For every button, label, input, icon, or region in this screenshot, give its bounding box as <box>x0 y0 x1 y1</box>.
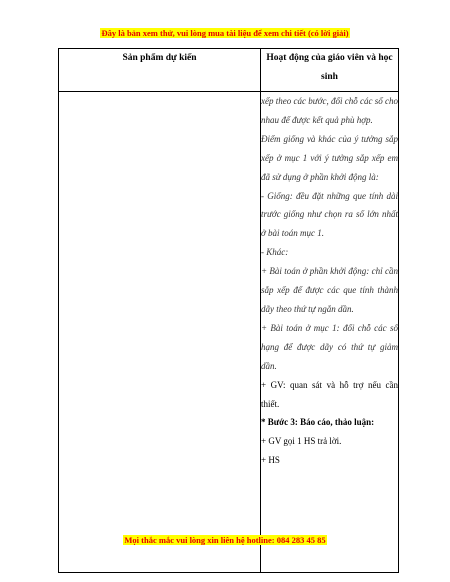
activity-paragraph: + HS <box>261 455 280 466</box>
table-header-row <box>59 49 399 92</box>
hotline-text: Mọi thắc mắc vui lòng xin liên hệ hotline: 084 283 45 85 <box>124 535 326 545</box>
activity-paragraph: xếp theo các bước, đổi chỗ các số cho nhau để được kết quả phù hợp. <box>261 96 398 125</box>
activity-paragraph: + Bài toán ở phần khởi động: chỉ cần sắp xếp để được các que tính thành dãy theo thứ tự ngắn dần. <box>261 266 398 314</box>
activity-paragraph: - Khác: <box>261 247 289 258</box>
table-body-row <box>59 92 399 573</box>
activity-content <box>261 92 398 470</box>
expected-product-cell <box>59 92 261 573</box>
lesson-table <box>58 48 399 573</box>
preview-notice-banner <box>0 28 450 38</box>
activity-paragraph: - Giống: đều đặt những que tính dài trước giống như chọn ra số lớn nhất ở bài toán mục 1. <box>261 190 398 239</box>
activity-paragraph: * Bước 3: Báo cáo, thảo luận: <box>261 417 375 428</box>
preview-notice-text: Đây là bản xem thử, vui lòng mua tài liệu để xem chi tiết (có lời giải) <box>101 28 349 38</box>
header-teacher-student-activity: Hoạt động của giáo viên và học sinh <box>261 49 399 92</box>
activity-paragraph: + GV gọi 1 HS trả lời. <box>261 436 342 447</box>
hotline-banner <box>0 535 450 545</box>
activity-paragraph: Điểm giống và khác của ý tưởng sắp xếp ở mục 1 với ý tưởng sắp xếp em đã sử dụng ở phần khởi động là: <box>261 133 398 182</box>
activity-paragraph: + GV: quan sát và hỗ trợ nếu cần thiết. <box>261 379 398 409</box>
activity-paragraph: + Bài toán ở mục 1: đổi chỗ các số hạng để được dãy có thứ tự giảm dần. <box>261 322 398 371</box>
header-expected-product: Sản phẩm dự kiến <box>59 49 261 92</box>
activity-cell <box>261 92 399 573</box>
